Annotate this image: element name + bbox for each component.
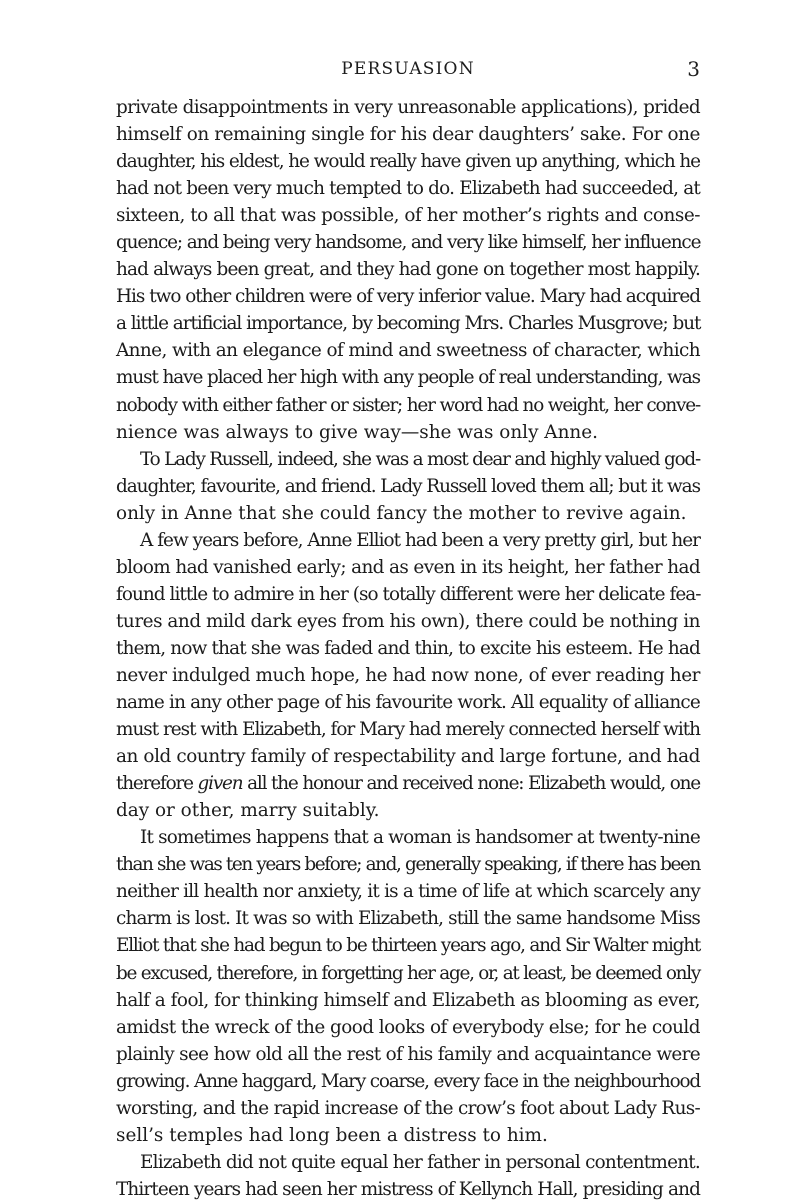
text-line: bloom had vanished early; and as even in its height, her father had (116, 556, 700, 578)
text-line: neither ill health nor anxiety, it is a time of life at which scarcely any (116, 881, 700, 903)
text-line: daughter, his eldest, he would really have given up anything, which he (116, 151, 700, 173)
running-head (116, 56, 700, 82)
text-line: had not been very much tempted to do. Elizabeth had succeeded, at (116, 178, 700, 200)
text-line: himself on remaining single for his dear daughters’ sake. For one (116, 124, 700, 146)
text-line: sell’s temples had long been a distress to him. (116, 1124, 548, 1146)
running-title: PERSUASION (341, 59, 475, 79)
text-line: never indulged much hope, he had now none, of ever reading her (116, 664, 700, 686)
text-line: than she was ten years before; and, generally speaking, if there has been (116, 854, 700, 876)
text-line: It sometimes happens that a woman is handsomer at twenty-nine (140, 827, 700, 849)
text-line: growing. Anne haggard, Mary coarse, every face in the neighbourhood (116, 1070, 700, 1092)
text-line: Anne, with an elegance of mind and sweetness of character, which (116, 340, 700, 362)
text-line: daughter, favourite, and friend. Lady Russell loved them all; but it was (116, 475, 700, 497)
text-line: must have placed her high with any people of real understanding, was (116, 367, 700, 389)
text-line: must rest with Elizabeth, for Mary had merely connected herself with (116, 719, 700, 741)
text-line: be excused, therefore, in forgetting her age, or, at least, be deemed only (116, 962, 700, 984)
text-line: quence; and being very handsome, and very like himself, her influence (116, 232, 701, 254)
text-line: amidst the wreck of the good looks of everybody else; for he could (116, 1016, 700, 1038)
text-line: a little artificial importance, by becoming Mrs. Charles Musgrove; but (116, 313, 701, 335)
paragraph (116, 1149, 700, 1203)
text-line: Elizabeth did not quite equal her father in personal contentment. (140, 1151, 700, 1173)
text-line: name in any other page of his favourite work. All equality of alliance (116, 692, 700, 714)
text-line: them, now that she was faded and thin, to excite his esteem. He had (116, 637, 700, 659)
text-line: half a fool, for thinking himself and Elizabeth as blooming as ever, (116, 989, 700, 1011)
text-line: A few years before, Anne Elliot had been a very pretty girl, but her (140, 529, 700, 551)
text-line: Elliot that she had begun to be thirteen years ago, and Sir Walter might (116, 935, 700, 957)
text-line: tures and mild dark eyes from his own), there could be nothing in (116, 610, 700, 632)
text-line: charm is lost. It was so with Elizabeth, still the same handsome Miss (116, 908, 701, 930)
text-line: Thirteen years had seen her mistress of Kellynch Hall, presiding and (116, 1178, 700, 1200)
paragraph (116, 527, 700, 825)
emphasized-word: given (197, 773, 243, 795)
page-number: 3 (687, 57, 700, 81)
text-line: had always been great, and they had gone on together most happily. (116, 259, 700, 281)
text-line: worsting, and the rapid increase of the crow’s foot about Lady Rus- (116, 1097, 701, 1119)
text-line: His two other children were of very inferior value. Mary had acquired (116, 286, 700, 308)
text-line: found little to admire in her (so totally different were her delicate fea- (116, 583, 701, 605)
text-line: To Lady Russell, indeed, she was a most dear and highly valued god- (140, 448, 700, 470)
text-line: private disappointments in very unreasonable applications), prided (116, 97, 700, 118)
text-line: only in Anne that she could fancy the mother to revive again. (116, 502, 687, 524)
paragraph (116, 824, 700, 1149)
text-line: day or other, marry suitably. (116, 800, 380, 822)
text-line: an old country family of respectability and large fortune, and had (116, 746, 700, 768)
text-line: nience was always to give way—she was only Anne. (116, 421, 598, 443)
text-line: plainly see how old all the rest of his family and acquaintance were (116, 1043, 700, 1065)
text-line: sixteen, to all that was possible, of her mother’s rights and conse- (116, 205, 700, 227)
paragraph (116, 446, 700, 527)
paragraph (116, 94, 700, 446)
text-line: therefore given all the honour and received none: Elizabeth would, one (116, 773, 700, 795)
body-text (116, 94, 700, 1203)
text-line: nobody with either father or sister; her word had no weight, her conve- (116, 394, 700, 416)
